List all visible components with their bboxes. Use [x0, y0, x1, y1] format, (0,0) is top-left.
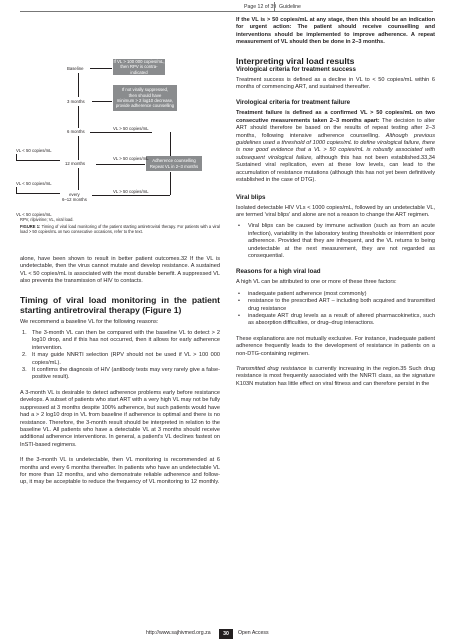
right-para-7: Transmitted drug resistance is currently increasing in the region.35 Such drug resistance is most frequently associated with the NNRTI class, as the signature K103N mutation has little effect on viral fitness and can therefore persist in the	[236, 366, 435, 387]
timeline-12-months: 12 months	[65, 161, 86, 166]
trunk-line-4	[78, 168, 79, 190]
factor-item-3: • inadequate ART drug levels as a result of altered pharmacokinetics, such as absorption difficulties, or drug–drug interactions.	[238, 312, 435, 327]
trunk-line-1	[78, 73, 79, 97]
footer-url-link[interactable]: http://www.sajhivmed.org.za	[146, 630, 211, 636]
vl-gt-50-label-12m: VL > 50 copies/mL	[113, 156, 149, 161]
branch-every	[92, 195, 170, 196]
branch-every-up	[170, 172, 171, 195]
timeline-every-6-12-months: every 6–12 months	[62, 192, 87, 203]
header-rule	[20, 11, 433, 12]
figure-caption-title: FIGURE 1:	[20, 224, 41, 229]
trunk-line-3	[78, 136, 79, 160]
factor-item-2: • resistance to the prescribed ART – including both acquired and transmitted drug resistance	[238, 298, 435, 312]
right-para-5: A high VL can be attributed to one or more of these three factors:	[236, 279, 397, 286]
right-para-3: Treatment failure is defined as a confirmed VL > 50 copies/mL on two consecutive measurements taken 2–3 months apart: The decision to alter ART should therefore be based on the results of repeat testing after 2–3 months, following intensive adherence counselling. Although previous guidelines used a threshold of 1000 copies/mL to define virological failure, there is now good evidence that a VL > 50 copies/mL is robustly associated with subsequent virological failure, although this has not been established.33,34 Sustained viral replication, even at these low levels, can lead to the accumulation of resistance mutations (although this has not yet been definitively established in the case of DTG).	[236, 110, 436, 184]
lt-bracket-2b	[16, 193, 60, 194]
reason-item-1: 1. The 3-month VL can then be compared with the baseline VL to detect > 2 log10 drop, and if this has not occurred, then it allows for early adherence intervention.	[22, 330, 220, 351]
figure-caption-text: Timing of viral load monitoring of the patient starting antiretroviral therapy. For patients with a viral load > 50 copies/mL on two consecutive occasions, refer to the text.	[20, 224, 220, 235]
page-number-badge: 30	[219, 629, 233, 639]
right-para-2: Treatment success is defined as a decline in VL to < 50 copies/mL within 6 months of commencing ART, and sustained thereafter.	[236, 76, 435, 91]
flowchart	[16, 48, 220, 217]
timeline-6-months: 6 months	[67, 129, 85, 134]
vl-lt-50-label-12m: VL < 50 copies/mL	[16, 181, 52, 186]
right-column	[236, 17, 435, 388]
lt-bracket-1b	[16, 160, 60, 161]
reason-item-3: 3. It confirms the diagnosis of HIV (antibody tests may very rarely give a false-positive result).	[22, 367, 220, 381]
section-label: Guideline	[279, 4, 301, 10]
box-rpv-contraindicated: If VL > 100 000 copies/mL, then RPV is contra-indicated	[113, 58, 165, 75]
figure-abbreviations: RPV, rilpivirine; VL, viral load.	[20, 217, 74, 222]
left-intro: We recommend a baseline VL for the following reasons:	[20, 318, 159, 325]
blips-item: • Viral blips can be caused by immune activation (such as from an acute infection), variability in the laboratory testing thresholds or intermittent poor adherence. Provided that they are infrequent, and the VL returns to being undetectable at the next measurement, they are not regarded as consequential.	[238, 223, 435, 259]
subheading-success: Virological criteria for treatment success	[236, 65, 356, 73]
left-para-1: alone, have been shown to result in better patient outcomes.32 If the VL is undetectable, then the virus cannot mutate and develop resistance. A sustained VL < 50 copies/mL is associated with the most durable benefit. A suppressed VL also prevents the transmission of HIV to contacts.	[20, 256, 220, 285]
footer-open-access: Open Access	[238, 630, 269, 636]
box-not-suppressed: If not virally suppressed, then should have minimum > 2 log10 decrease, provide adherence counselling	[113, 85, 177, 111]
blips-list	[236, 223, 435, 260]
branch-12-months	[96, 164, 145, 165]
vl-gt-50-label-every: VL > 50 copies/mL	[113, 189, 149, 194]
heading-timing-vl: Timing of viral load monitoring in the patient starting antiretroviral therapy (Figure 1)	[20, 294, 220, 315]
right-para-1: If the VL is > 50 copies/mL at any stage, then this should be an indication for urgent action: The patient should receive counselling and interventions should be implemented to improve adherence. A repeat measurement of VL should then be done in 2–3 months.	[236, 17, 435, 46]
left-column	[20, 256, 220, 487]
page-label: Page 12 of 39	[244, 4, 277, 10]
branch-3-months	[92, 101, 112, 102]
reason-item-2: 2. It may guide NNRTI selection (RPV should not be used if VL > 100 000 copies/mL).	[22, 352, 220, 366]
branch-6-months	[90, 132, 152, 133]
trunk-line-2	[78, 106, 79, 128]
vl-lt-50-label-6m: VL < 50 copies/mL	[16, 148, 52, 153]
heading-high-vl: Reasons for a high viral load	[236, 268, 321, 276]
vl-lt-50-label-every: VL < 50 copies/mL	[16, 212, 52, 217]
right-para-4: Isolated detectable HIV VLs < 1000 copies/mL, followed by an undetectable VL, are termed 'viral blips' and alone are not a reason to change the ART regimen.	[236, 204, 435, 218]
factor-item-1: • inadequate patient adherence (most commonly)	[238, 290, 367, 297]
timeline-baseline: Baseline	[67, 66, 84, 71]
timeline-3-months: 3 months	[67, 99, 85, 104]
heading-interpreting: Interpreting viral load results	[236, 55, 355, 66]
reasons-list	[20, 330, 220, 382]
factors-list	[236, 291, 435, 328]
branch-6-months-down	[170, 132, 171, 156]
figure-caption	[20, 224, 220, 234]
header-divider	[274, 2, 275, 11]
left-para-3: If the 3-month VL is undetectable, then VL monitoring is recommended at 6 months and every 6 months thereafter. In patients who have an undetectable VL for more than 12 months, and who demonstrate reliable adherence and follow-up, it may be acceptable to reduce the frequency of VL monitoring to 12 monthly.	[20, 457, 220, 486]
vl-gt-50-label-6m: VL > 50 copies/mL	[113, 126, 149, 131]
right-para-6: These explanations are not mutually exclusive. For instance, inadequate patient adherence frequently leads to the development of resistance in patients on a non-DTG-containing regimen.	[236, 335, 435, 357]
branch-baseline	[90, 68, 112, 69]
heading-viral-blips: Viral blips	[236, 193, 266, 201]
left-para-2: A 3-month VL is desirable to detect adherence problems early before resistance develops. A subset of patients who start ART with a very high VL may not be fully suppressed at 3 months despite 100% adherence, but such patients would have had a > 2 log10 drop in VL from baseline if adherence is optimal and there is no resistance. Therefore, the 3-month result should be interpreted in relation to the baseline VL. All patients who have a detectable VL at 3 months should receive additional adherence interventions. In general, a patient's VL declines fastest on InSTI-based regimens.	[20, 389, 220, 448]
subheading-failure: Virological criteria for treatment failure	[236, 99, 351, 107]
box-adherence-counselling: Adherence counselling Repeat VL in 2–3 months	[146, 156, 202, 171]
